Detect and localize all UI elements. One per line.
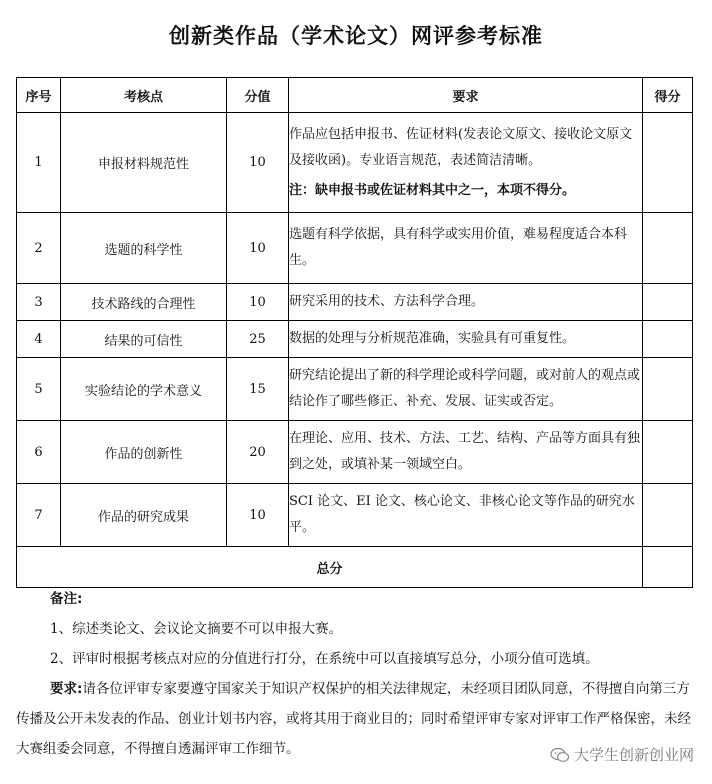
header-point: 考核点: [61, 78, 227, 113]
row-point: 实验结论的学术意义: [61, 358, 227, 421]
header-seq: 序号: [17, 78, 61, 113]
row-point: 申报材料规范性: [61, 113, 227, 213]
row-seq: 6: [17, 421, 61, 484]
row-requirement: 研究采用的技术、方法科学合理。: [289, 284, 643, 321]
row-score: 20: [227, 421, 289, 484]
table-row: [17, 358, 693, 421]
row-seq: 4: [17, 321, 61, 358]
row-seq: 2: [17, 213, 61, 284]
header-score: 分值: [227, 78, 289, 113]
row-got[interactable]: [643, 484, 693, 547]
row-point: 技术路线的合理性: [61, 284, 227, 321]
requirement-label: 要求:: [50, 681, 83, 697]
row-seq: 5: [17, 358, 61, 421]
requirement-body: 请各位评审专家要遵守国家关于知识产权保护的相关法律规定，未经项目团队同意，不得擅自向第三方传播及公开未发表的作品、创业计划书内容，或将其用于商业目的；同时希望评审专家对评审工作严格保密，未经大赛组委会同意，不得擅自透漏评审工作细节。: [16, 681, 691, 757]
watermark-text: 大学生创新创业网: [573, 746, 694, 764]
row-seq: 3: [17, 284, 61, 321]
remark-item: 2、评审时根据考核点对应的分值进行打分，在系统中可以直接填写总分，小项分值可选填。: [50, 651, 599, 667]
scoring-table: [16, 77, 693, 588]
row-score: 10: [227, 484, 289, 547]
row-requirement: 在理论、应用、技术、方法、工艺、结构、产品等方面具有独到之处，或填补某一领域空白。: [289, 421, 643, 484]
table-row: [17, 421, 693, 484]
table-header-row: [17, 78, 693, 113]
row-point: 选题的科学性: [61, 213, 227, 284]
row-point: 结果的可信性: [61, 321, 227, 358]
row-score: 10: [227, 213, 289, 284]
row-got[interactable]: [643, 284, 693, 321]
row-seq: 7: [17, 484, 61, 547]
row-score: 25: [227, 321, 289, 358]
total-score-cell[interactable]: [643, 547, 693, 588]
wechat-icon: [550, 747, 570, 763]
row-score: 15: [227, 358, 289, 421]
remarks-heading: 备注:: [50, 591, 83, 607]
row-got[interactable]: [643, 421, 693, 484]
table-row: [17, 321, 693, 358]
row-got[interactable]: [643, 321, 693, 358]
row-got[interactable]: [643, 113, 693, 213]
row-requirement: 数据的处理与分析规范准确，实验具有可重复性。: [289, 321, 643, 358]
row-requirement: [289, 113, 643, 213]
remark-item: 1、综述类论文、会议论文摘要不可以申报大赛。: [50, 621, 343, 637]
table-row: [17, 484, 693, 547]
row-requirement: 研究结论提出了新的科学理论或科学问题，或对前人的观点或结论作了哪些修正、补充、发展、证实或否定。: [289, 358, 643, 421]
watermark: [546, 742, 698, 767]
row-seq: 1: [17, 113, 61, 213]
total-label: 总分: [17, 547, 643, 588]
header-requirement: 要求: [289, 78, 643, 113]
row-requirement: SCI 论文、EI 论文、核心论文、非核心论文等作品的研究水平。: [289, 484, 643, 547]
total-row: [17, 547, 693, 588]
row-got[interactable]: [643, 213, 693, 284]
row-requirement: 选题有科学依据，具有科学或实用价值，难易程度适合本科生。: [289, 213, 643, 284]
remarks-section: [16, 584, 696, 764]
row-score: 10: [227, 284, 289, 321]
row-score: 10: [227, 113, 289, 213]
table-row: [17, 113, 693, 213]
header-got: 得分: [643, 78, 693, 113]
table-row: [17, 213, 693, 284]
row-point: 作品的研究成果: [61, 484, 227, 547]
requirement-text: 作品应包括申报书、佐证材料(发表论文原文、接收论文原文及接收函)。专业语言规范，表述简洁清晰。: [289, 126, 633, 168]
row-point: 作品的创新性: [61, 421, 227, 484]
table-row: [17, 284, 693, 321]
row-got[interactable]: [643, 358, 693, 421]
requirement-note: 注：缺申报书或佐证材料其中之一，本项不得分。: [289, 182, 576, 198]
page-title: 创新类作品（学术论文）网评参考标准: [169, 24, 543, 48]
